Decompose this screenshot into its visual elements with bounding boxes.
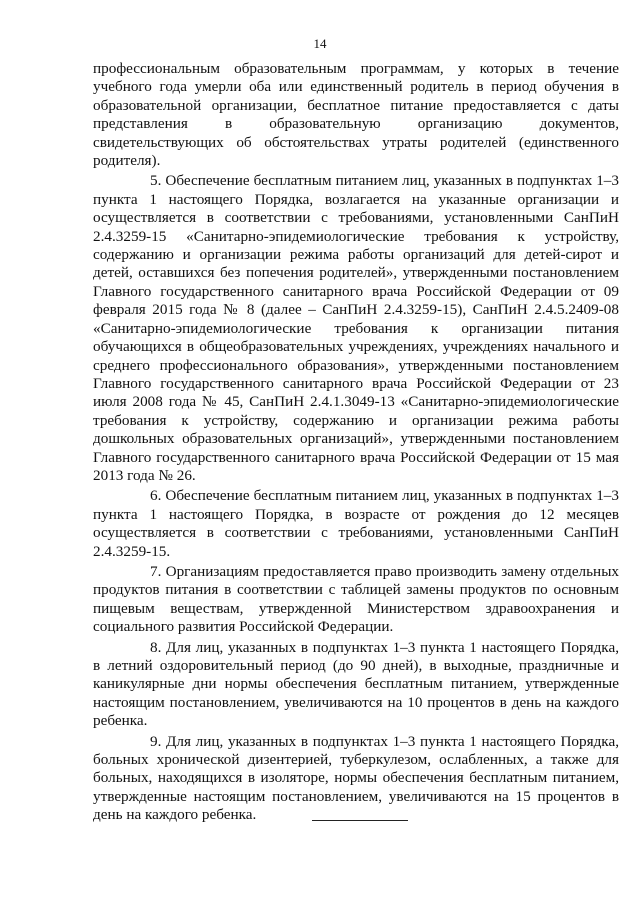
- paragraph-item-5: 5. Обеспечение бесплатным питанием лиц, указанных в подпунктах 1–3 пункта 1 настоящего Порядка, возлагается на указанные организации и осуществляется в соответствии с требованиями, установленными СанПиН 2.4.3259-15 «Санитарно-эпидемиологические требования к устройству, содержанию и организации режима работы организаций для детей-сирот и детей, оставшихся без попечения родителей», утвержденными постановлением Главного государственного санитарного врача Российской Федерации от 09 февраля 2015 года № 8 (далее – СанПиН 2.4.3259-15), СанПиН 2.4.5.2409-08 «Санитарно-эпидемиологические требования к организации питания обучающихся в общеобразовательных учреждениях, учреждениях начального и среднего профессионального образования», утвержденными постановлением Главного государственного санитарного врача Российской Федерации от 23 июля 2008 года № 45, СанПиН 2.4.1.3049-13 «Санитарно-эпидемиологические требования к устройству, содержанию и организации режима работы дошкольных образовательных организаций», утвержденными постановлением Главного государственного санитарного врача Российской Федерации от 15 мая 2013 года № 26.: [93, 172, 619, 484]
- page-number: 14: [313, 36, 327, 51]
- paragraph-item-6: 6. Обеспечение бесплатным питанием лиц, указанных в подпунктах 1–3 пункта 1 настоящего Порядка, в возрасте от рождения до 12 месяцев осуществляется в соответствии с требованиями, установленными СанПиН 2.4.3259-15.: [93, 487, 619, 560]
- paragraph-continuation: профессиональным образовательным программам, у которых в течение учебного года умерли оба или единственный родитель в период обучения в образовательной организации, бесплатное питание предоставляется с даты представления в образовательную организацию документов, свидетельствующих об обстоятельствах утраты родителей (единственного родителя).: [93, 60, 619, 170]
- document-body: [93, 60, 619, 827]
- paragraph-item-9: 9. Для лиц, указанных в подпунктах 1–3 пункта 1 настоящего Порядка, больных хронической дизентерией, туберкулезом, ослабленных, а также для больных, находящихся в изоляторе, нормы обеспечения бесплатным питанием, утвержденные настоящим постановлением, увеличиваются на 15 процентов в день на каждого ребенка.: [93, 732, 619, 824]
- paragraph-item-8: 8. Для лиц, указанных в подпунктах 1–3 пункта 1 настоящего Порядка, в летний оздоровительный период (до 90 дней), в выходные, праздничные и каникулярные дни нормы обеспечения бесплатным питанием, утвержденные настоящим постановлением, увеличиваются на 10 процентов в день на каждого ребенка.: [93, 638, 619, 730]
- paragraph-item-7: 7. Организациям предоставляется право производить замену отдельных продуктов питания в соответствии с таблицей замены продуктов по основным пищевым веществам, утвержденной Министерством здравоохранения и социального развития Российской Федерации.: [93, 562, 619, 636]
- end-of-document-rule: [312, 820, 408, 821]
